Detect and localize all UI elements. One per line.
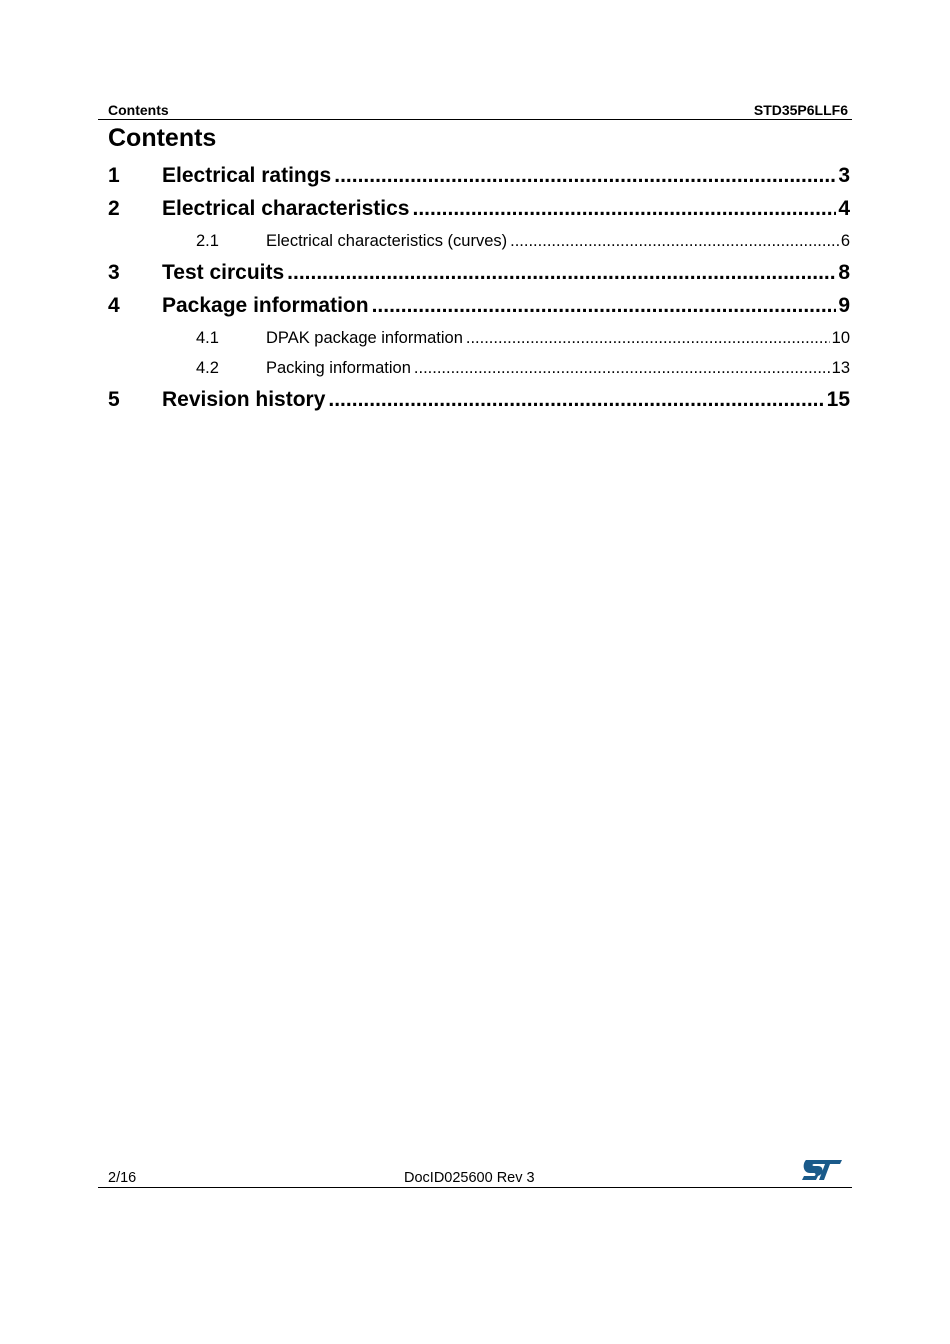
toc-subentry[interactable] bbox=[108, 357, 850, 379]
toc-entry-number: 4 bbox=[108, 294, 120, 317]
toc-dot-leader bbox=[413, 196, 837, 222]
toc-subentry[interactable] bbox=[108, 230, 850, 252]
toc-entry-label: Electrical characteristics (curves) bbox=[266, 232, 508, 250]
toc-dot-leader bbox=[466, 327, 830, 349]
toc-dot-leader bbox=[328, 387, 824, 413]
toc-entry-number: 4.2 bbox=[196, 359, 219, 377]
toc-title: Contents bbox=[108, 124, 217, 152]
header-section-title: Contents bbox=[108, 102, 169, 118]
toc-entry-label: Package information bbox=[162, 294, 369, 317]
toc-entry-page: 9 bbox=[838, 294, 850, 317]
toc-entry-page: 8 bbox=[838, 261, 850, 284]
toc-dot-leader bbox=[334, 163, 836, 189]
toc-entry[interactable] bbox=[108, 387, 850, 413]
st-logo-icon bbox=[800, 1158, 844, 1182]
toc-entry-label: DPAK package information bbox=[266, 329, 463, 347]
toc-entry-number: 5 bbox=[108, 388, 120, 411]
toc-entry-number: 1 bbox=[108, 164, 120, 187]
toc-dot-leader bbox=[287, 260, 836, 286]
toc-entry[interactable] bbox=[108, 196, 850, 222]
toc-entry[interactable] bbox=[108, 260, 850, 286]
toc-dot-leader bbox=[414, 357, 830, 379]
toc-dot-leader bbox=[510, 230, 839, 252]
toc-entry-label: Electrical characteristics bbox=[162, 197, 410, 220]
toc-dot-leader bbox=[372, 293, 837, 319]
toc-entry-page: 4 bbox=[838, 197, 850, 220]
toc-entry-label: Revision history bbox=[162, 388, 326, 411]
toc-entry-number: 2 bbox=[108, 197, 120, 220]
toc-entry-label: Packing information bbox=[266, 359, 411, 377]
toc-entry-label: Electrical ratings bbox=[162, 164, 332, 187]
toc-entry-number: 4.1 bbox=[196, 329, 219, 347]
toc-entry-number: 3 bbox=[108, 261, 120, 284]
toc-entry-page: 15 bbox=[826, 388, 850, 411]
toc-entry[interactable] bbox=[108, 293, 850, 319]
toc-entry-page: 13 bbox=[831, 359, 850, 377]
footer-doc-id: DocID025600 Rev 3 bbox=[404, 1170, 535, 1186]
page-header bbox=[98, 101, 852, 120]
footer-page-indicator: 2/16 bbox=[108, 1170, 137, 1186]
toc-entry-label: Test circuits bbox=[162, 261, 285, 284]
toc-entry-page: 3 bbox=[838, 164, 850, 187]
toc-subentry[interactable] bbox=[108, 327, 850, 349]
toc-entry[interactable] bbox=[108, 163, 850, 189]
header-part-number: STD35P6LLF6 bbox=[753, 102, 848, 118]
toc-entry-number: 2.1 bbox=[196, 232, 219, 250]
toc-entry-page: 10 bbox=[831, 329, 850, 347]
page-footer bbox=[98, 1169, 852, 1188]
toc-entry-page: 6 bbox=[840, 232, 850, 250]
